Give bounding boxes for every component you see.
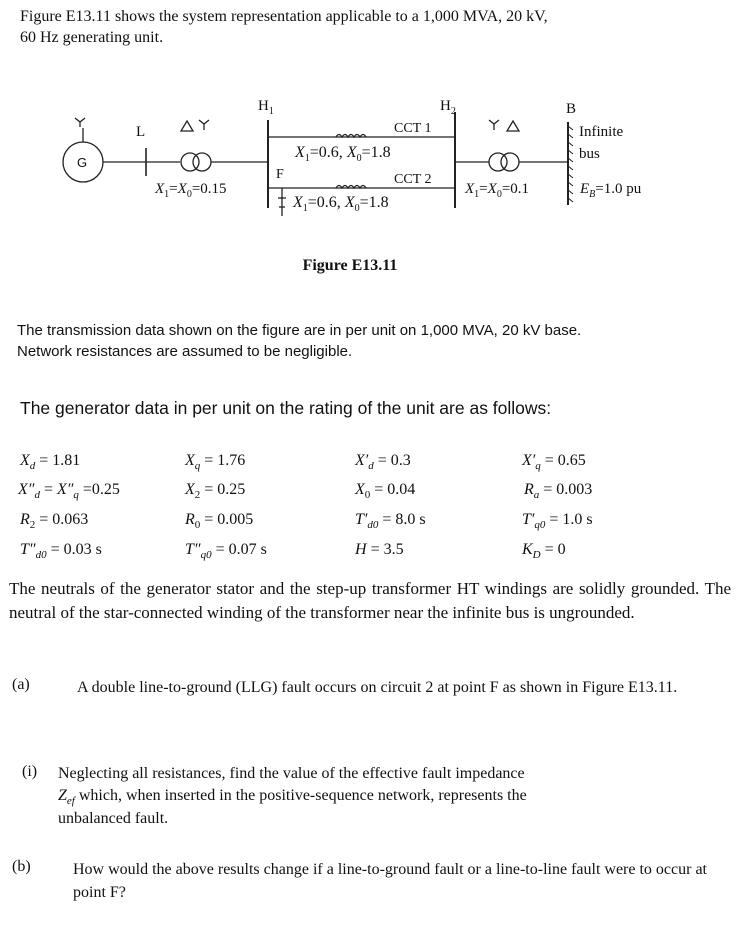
- bus-label: bus: [579, 146, 600, 162]
- param-r2: $R_2 = 0.063$: [20, 511, 89, 531]
- cct2-reactance: $X_1=0.6$, $X_0=1.8$: [293, 194, 389, 214]
- transmission-data-line-1: The transmission data shown on the figure are in per unit on 1,000 MVA, 20 kV base.: [17, 322, 582, 339]
- tx1-delta-symbol: [181, 121, 193, 131]
- param-ra: $R_a = 0.003$: [524, 481, 593, 501]
- question-a-text: A double line-to-ground (LLG) fault occurs on circuit 2 at point F as shown in Figure E13.11.: [77, 679, 678, 696]
- h2-label: $H_2$: [440, 98, 456, 117]
- intro-line-2: 60 Hz generating unit.: [20, 29, 164, 46]
- question-a-label: (a): [12, 676, 30, 693]
- param-x0: $X_0 = 0.04$: [355, 481, 416, 501]
- question-i-line-2: $Z_{ef}$ which, when inserted in the positive-sequence network, represents the: [58, 787, 527, 807]
- breaker-l-label: L: [136, 124, 146, 140]
- question-b-label: (b): [12, 858, 31, 875]
- cct2-label: CCT 2: [394, 172, 432, 187]
- param-x2: $X_2 = 0.25$: [185, 481, 246, 501]
- neutrals-paragraph: The neutrals of the generator stator and the step-up transformer HT windings are solidly grounded. The neutral of the star-connected winding of the transformer near the infinite bus is ungrounded.: [9, 579, 731, 622]
- param-xd-subtransient: $X''_d = X''_q =0.25$: [18, 481, 120, 501]
- question-i-line-1: Neglecting all resistances, find the value of the effective fault impedance: [58, 765, 525, 782]
- tx1-reactance: $X_1=X_0=0.15$: [155, 181, 227, 200]
- intro-line-1: Figure E13.11 shows the system representation applicable to a 1,000 MVA, 20 kV,: [20, 8, 548, 25]
- gen-wye-symbol: [75, 118, 85, 127]
- question-i-label: (i): [22, 763, 38, 780]
- figure-caption: Figure E13.11: [302, 257, 398, 274]
- tx2-reactance: $X_1=X_0=0.1$: [465, 181, 530, 200]
- cct1-label: CCT 1: [394, 121, 432, 136]
- param-xd-prime: $X'_d = 0.3$: [355, 452, 411, 472]
- param-xq: $X_q = 1.76$: [185, 452, 246, 472]
- transmission-data-paragraph: [17, 320, 707, 362]
- param-tq0-subtransient: $T''_{q0} = 0.07$ s: [185, 541, 267, 561]
- question-i-text: [58, 763, 638, 830]
- param-kd: $K_D = 0$: [522, 541, 566, 561]
- f-label: F: [276, 167, 284, 182]
- cct1-reactance: $X_1=0.6$, $X_0=1.8$: [295, 144, 391, 164]
- param-h: H = 3.5: [355, 541, 404, 558]
- infinite-label: Infinite: [579, 124, 624, 140]
- transmission-data-line-2: Network resistances are assumed to be negligible.: [17, 343, 353, 360]
- system-diagram: [0, 95, 700, 245]
- param-tq0-prime: $T'_{q0} = 1.0$ s: [522, 511, 593, 531]
- generator-data-intro: The generator data in per unit on the rating of the unit are as follows:: [20, 398, 552, 418]
- h1-label: $H_1$: [258, 98, 274, 117]
- generator-label: G: [77, 155, 88, 170]
- param-td0-subtransient: $T''_{d0} = 0.03$ s: [20, 541, 102, 561]
- param-td0-prime: $T'_{d0} = 8.0$ s: [355, 511, 426, 531]
- b-label: B: [566, 101, 577, 117]
- param-r0: $R_0 = 0.005$: [185, 511, 254, 531]
- tx2-wye-symbol: [489, 120, 499, 130]
- infinite-bus-voltage: $E_B=1.0$ pu: [580, 181, 642, 200]
- question-b-text: How would the above results change if a line-to-ground fault or a line-to-line fault were to occur at point F?: [73, 861, 707, 901]
- question-i-line-3: unbalanced fault.: [58, 810, 169, 827]
- param-xq-prime: $X'_q = 0.65$: [522, 452, 586, 472]
- param-xd: $X_d = 1.81$: [20, 452, 81, 472]
- intro-paragraph: [20, 6, 700, 48]
- tx2-delta-symbol: [507, 121, 519, 131]
